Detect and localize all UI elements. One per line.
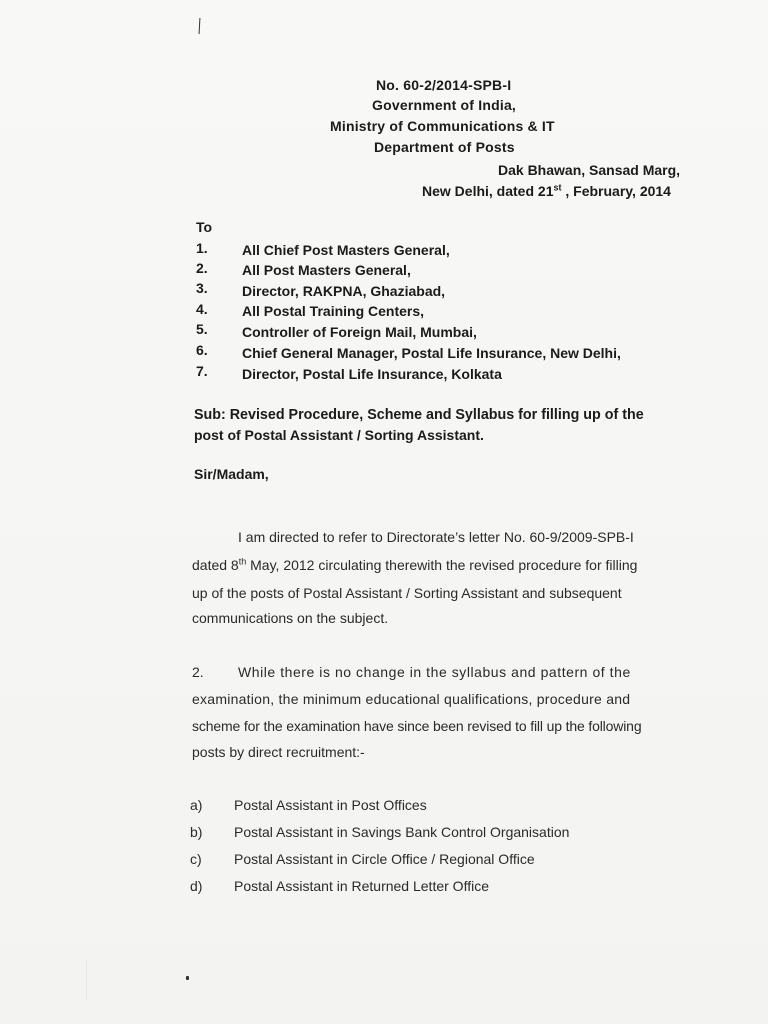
para1-line-4: communications on the subject. [192, 610, 389, 626]
para1-line-2 [192, 557, 637, 573]
list-item-letter: c) [190, 851, 202, 867]
para1-line-1: I am directed to refer to Directorate’s letter No. 60-9/2009-SPB-I [238, 529, 634, 545]
para2-line-4: posts by direct recruitment:- [192, 744, 365, 760]
list-item-letter: b) [190, 824, 203, 840]
para1-line-2-prefix: dated 8 [192, 557, 239, 573]
para2-line-3: scheme for the examination have since been revised to fill up the following [192, 718, 642, 734]
recipient-text: All Chief Post Masters General, [242, 242, 450, 258]
list-item-text: Postal Assistant in Returned Letter Office [234, 878, 489, 894]
reference-number: No. 60-2/2014-SPB-I [376, 77, 512, 93]
scan-artifact-line [86, 960, 87, 1000]
para2-number: 2. [192, 664, 204, 680]
date-superscript: st [553, 182, 562, 193]
pen-tick-mark [199, 18, 201, 34]
scan-dot-mark [186, 976, 189, 980]
para2-line-2: examination, the minimum educational qualifications, procedure and [192, 691, 631, 707]
list-item-letter: d) [190, 878, 203, 894]
recipient-number: 3. [196, 280, 208, 296]
recipient-text: Director, RAKPNA, Ghaziabad, [242, 283, 446, 299]
government-line: Government of India, [372, 97, 517, 113]
recipient-text: Controller of Foreign Mail, Mumbai, [242, 324, 477, 340]
to-label: To [196, 219, 213, 235]
recipient-number: 2. [196, 260, 208, 276]
list-item-text: Postal Assistant in Post Offices [234, 797, 427, 813]
para1-line-3: up of the posts of Postal Assistant / Sorting Assistant and subsequent [192, 585, 622, 601]
subject-line-1: Sub: Revised Procedure, Scheme and Syllabus for filling up of the [194, 407, 644, 423]
recipient-number: 5. [196, 321, 208, 337]
list-item-text: Postal Assistant in Circle Office / Regional Office [234, 851, 535, 867]
list-item-text: Postal Assistant in Savings Bank Control Organisation [234, 824, 570, 840]
recipient-number: 6. [196, 342, 208, 358]
para2-line-1: While there is no change in the syllabus and pattern of the [238, 664, 631, 680]
ministry-line: Ministry of Communications & IT [330, 118, 555, 134]
date-prefix: New Delhi, dated 21 [422, 183, 554, 199]
list-item-letter: a) [190, 797, 203, 813]
recipient-number: 7. [196, 363, 208, 379]
recipient-text: Director, Postal Life Insurance, Kolkata [242, 366, 502, 382]
recipient-number: 4. [196, 301, 208, 317]
salutation: Sir/Madam, [194, 466, 269, 482]
department-line: Department of Posts [374, 139, 515, 155]
para1-line-2-suffix: May, 2012 circulating therewith the revised procedure for filling [246, 557, 638, 573]
subject-line-2: post of Postal Assistant / Sorting Assistant. [194, 427, 484, 443]
para1-superscript: th [238, 556, 247, 567]
recipient-text: Chief General Manager, Postal Life Insurance, New Delhi, [242, 345, 621, 361]
recipient-text: All Post Masters General, [242, 262, 411, 278]
date-line [422, 183, 671, 199]
recipient-number: 1. [196, 240, 208, 256]
address-line: Dak Bhawan, Sansad Marg, [498, 162, 681, 178]
recipient-text: All Postal Training Centers, [242, 303, 425, 319]
date-suffix: , February, 2014 [561, 183, 671, 199]
